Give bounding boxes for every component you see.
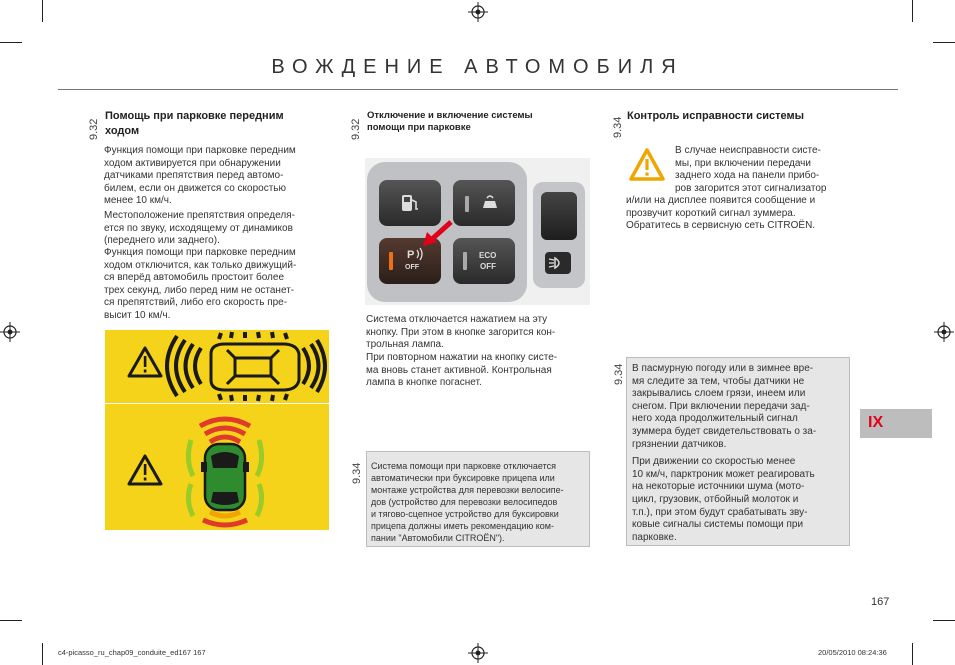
crop-mark	[42, 643, 43, 665]
text-line: Система отключается нажатием на эту	[366, 314, 548, 325]
text-line: В пасмурную погоду или в зимнее вре-	[632, 363, 814, 374]
crop-mark	[42, 0, 43, 22]
button-label: ECO	[479, 251, 497, 260]
text-line: и/или на дисплее появится сообщение и	[626, 195, 816, 206]
heading-line: ходом	[105, 125, 140, 137]
text-line: ма вновь станет активной. Контрольная	[366, 364, 552, 376]
body-paragraph	[104, 210, 328, 248]
crop-mark	[933, 42, 955, 43]
eco-off-button[interactable]	[453, 238, 515, 284]
text-line: билем, если он движется со скоростью	[104, 182, 286, 194]
text-line: монтаже устройства для перевозки велосипе-	[371, 485, 564, 495]
text-line: менее 10 км/ч.	[104, 195, 172, 207]
body-paragraph	[626, 195, 850, 220]
text-line: Местоположение препятствия определя-	[104, 210, 295, 221]
section-heading: Контроль исправности системы	[627, 110, 804, 122]
text-line: ров загорится этот сигнализатор	[675, 182, 827, 194]
body-paragraph	[366, 314, 588, 352]
alarm-icon	[479, 192, 501, 214]
text-line: прицепа должны иметь рекомендацию ком-	[371, 521, 554, 531]
crop-mark	[912, 0, 913, 22]
text-line: зуммера будет свидетельствовать о за-	[632, 425, 817, 437]
heading-line: помощи при парковке	[367, 122, 471, 133]
text-line: ковые сигналы системы помощи при	[632, 519, 804, 531]
note-section-number: 9.34	[351, 462, 363, 484]
text-line: заднего хода на панели прибо-	[675, 170, 820, 182]
registration-mark-icon	[0, 322, 20, 342]
text-line: лампа в кнопке погаснет.	[366, 377, 482, 389]
parking-display-top-illustration	[105, 330, 329, 403]
text-line: закрывались слоем грязи, инеем или	[632, 388, 806, 400]
crop-mark	[912, 643, 913, 665]
text-line: автоматически при буксировке прицепа или	[371, 473, 555, 483]
text-line: грязнении датчиков.	[632, 438, 727, 450]
text-line: него хода продолжительный сигнал	[632, 413, 798, 425]
button-label: OFF	[480, 262, 496, 271]
section-heading	[367, 110, 533, 134]
text-line: ся препятствий, либо его скорость пре-	[104, 297, 288, 309]
text-line: 10 км/ч, парктроник может реагировать	[632, 468, 815, 480]
registration-mark-icon	[934, 322, 954, 342]
text-line: ходом отключится, как только движущий-	[104, 259, 297, 271]
text-line: Функция помощи при парковке передним	[104, 145, 296, 156]
note-section-number: 9.34	[613, 363, 625, 385]
page-title: ВОЖДЕНИЕ АВТОМОБИЛЯ	[271, 56, 684, 78]
alarm-button[interactable]	[453, 180, 515, 226]
section-number: 9.32	[88, 118, 100, 140]
heading-line: Помощь при парковке передним	[105, 110, 284, 122]
crop-mark	[0, 42, 22, 43]
crop-mark	[933, 620, 955, 621]
body-paragraph	[104, 145, 328, 208]
section-heading	[105, 109, 284, 139]
arrow-pointer-icon	[421, 218, 455, 248]
text-line: и тягово-сцепное устройство для буксировки	[371, 509, 559, 519]
footer-filename: c4-picasso_ru_chap09_conduite_ed167 167	[58, 648, 206, 657]
text-line: трех секунд, либо перед ним не останет-	[104, 284, 295, 296]
text-line: снегом. При включении передачи зад-	[632, 400, 810, 412]
chapter-tab	[860, 409, 932, 438]
parking-sensor-icon	[405, 246, 427, 262]
body-paragraph	[104, 247, 328, 323]
page-number: 167	[871, 596, 890, 608]
fuel-pump-icon	[399, 192, 421, 214]
text-line: мы, при включении передачи	[675, 157, 811, 169]
svg-text:P: P	[407, 249, 415, 261]
dial-knob[interactable]	[541, 192, 577, 240]
body-paragraph	[675, 145, 849, 195]
parking-display-bottom-illustration	[105, 404, 329, 530]
section-number: 9.32	[350, 118, 362, 140]
text-line: мя следите за тем, чтобы датчики не	[632, 375, 805, 387]
text-line: В случае неисправности систе-	[675, 145, 821, 156]
button-label: OFF	[405, 264, 419, 271]
text-line: дов (устройство для перевозки велосипедов	[371, 497, 558, 507]
text-line: цикл, грузовик, отбойный молоток и	[632, 493, 799, 505]
text-line: прозвучит короткий сигнал зуммера.	[626, 207, 796, 219]
text-line: кнопку. При этом в кнопке загорится кон-	[366, 326, 556, 338]
headlamp-icon	[543, 250, 573, 276]
crop-mark	[0, 620, 22, 621]
text-line: высит 10 км/ч.	[104, 309, 171, 321]
note-box	[366, 451, 590, 547]
header-rule	[58, 89, 898, 90]
body-paragraph	[366, 352, 588, 390]
text-line: При движении со скоростью менее	[632, 456, 796, 468]
car-top-view-icon	[211, 344, 299, 390]
text-line: на некоторые источники шума (мото-	[632, 481, 805, 493]
registration-mark-icon	[468, 2, 488, 22]
text-line: ется по звуку, исходящему от динамиков	[104, 222, 293, 234]
heading-line: Отключение и включение системы	[367, 110, 533, 121]
text-line: трольная лампа.	[366, 339, 444, 351]
car-green-icon	[201, 444, 249, 510]
control-panel-photo	[365, 158, 590, 305]
section-number: 9.34	[612, 116, 624, 138]
text-line: При повторном нажатии на кнопку систе-	[366, 352, 558, 363]
text-line: ся вперёд автомобиль простоит более	[104, 272, 285, 284]
text-line: т.п.), при этом будут срабатывать зву-	[632, 506, 808, 518]
footer-timestamp: 20/05/2010 08:24:36	[818, 648, 887, 657]
text-line: пании "Автомобили CITROËN").	[371, 533, 505, 543]
text-line: (переднего или заднего).	[104, 235, 220, 247]
warning-triangle-icon	[628, 146, 666, 184]
chapter-tab-label: IX	[868, 414, 884, 431]
note-box	[626, 357, 850, 546]
registration-mark-icon	[468, 643, 488, 663]
text-line: Функция помощи при парковке передним	[104, 247, 296, 258]
body-paragraph: Обратитесь в сервисную сеть CITROËN.	[626, 220, 816, 231]
text-line: ходом активируется при обнаружении	[104, 157, 281, 169]
text-line: Система помощи при парковке отключается	[371, 461, 556, 471]
text-line: датчиками препятствия перед автомо-	[104, 170, 284, 182]
text-line: парковке.	[632, 531, 677, 543]
indicator-lamp	[389, 252, 393, 270]
